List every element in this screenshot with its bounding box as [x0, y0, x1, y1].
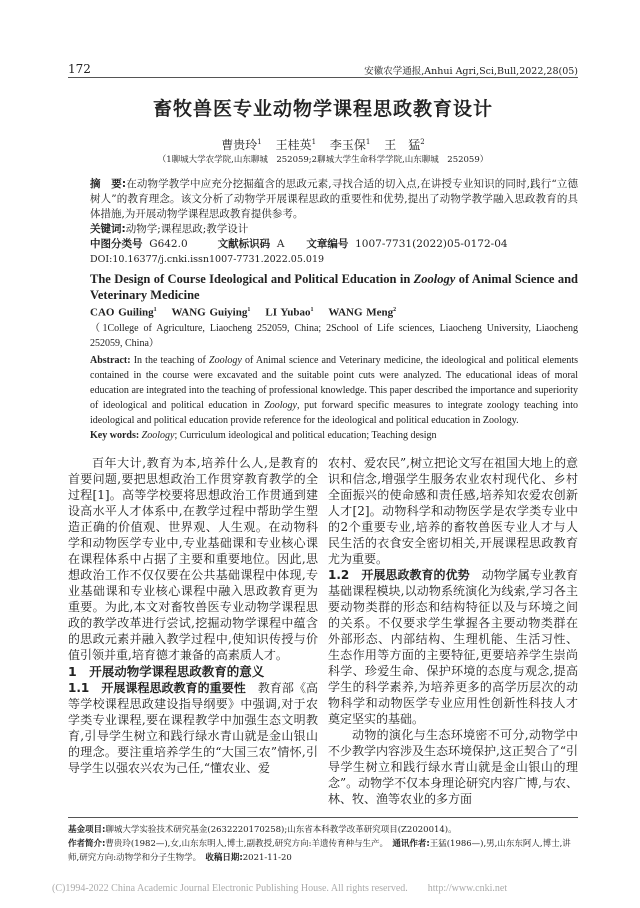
english-title: The Design of Course Ideological and Political Education in Zoology of Animal Science and Veterinary Medicine: [90, 272, 578, 302]
subsection-heading: 1.2 开展思政教育的优势: [328, 567, 470, 582]
keywords-cn: 关键词:动物学;课程思政;教学设计: [90, 223, 249, 235]
doi: DOI:10.16377/j.cnki.issn1007-7731.2022.05.019: [90, 254, 325, 265]
english-keywords: Key words: Zoology; Curriculum ideological and political education; Teaching design: [90, 429, 437, 441]
english-abstract: Abstract: In the teaching of Zoology of Animal science and Veterinary medicine, the ideological and political elements contained in the course were excavated and the suitable point cuts were analyzed. The educational ideas of moral education are integrated into the teaching of professional knowledge. This paper described the importance and superiority of ideological and political education in Zoology, put forward specific measures to integrate zoology teaching into ideological and political education provide reference for the ideological and political education in Zoology.: [90, 354, 578, 426]
english-block: [90, 271, 578, 443]
subsection-paragraph: 1.2 开展思政教育的优势 动物学属专业教育基础课程模块,以动物系统演化为线索,学习各主要动物类群的形态和结构特征以及与环境之间的关系。不仅要求学生掌握各主要动物类群在外部形态、内部结构、生理机能、生活习性、生态作用等方面的主要特征,更要培养学生崇尚科学、珍爱生命、保护环境的态度与观念,提高学生的科学素养,为培养更多的高学历层次的动物科学和动物医学专业应用性创新性科技人才奠定坚实的基础。: [328, 567, 578, 726]
classification-line: 中图分类号 G642.0 文献标识码 A 文章编号 1007-7731(2022)05-0172-04: [90, 238, 508, 250]
running-header: [68, 62, 578, 78]
copyright-notice: (C)1994-2022 China Academic Journal Electronic Publishing House. All rights reserved. http://www.cnki.net: [52, 882, 508, 894]
body-paragraph-continued: 农村、爱农民”,树立把论文写在祖国大地上的意识和信念,增强学生服务农业农村现代化、乡村全面振兴的使命感和责任感,培养知农爱农创新人才[2]。动物科学和动物医学是农学类专业中的2个重要专业,培养的畜牧兽医专业人才与人民生活的衣食安全密切相关,开展课程思政教育尤为重要。: [328, 455, 578, 566]
body-left-column: [68, 455, 318, 807]
subsection-paragraph: 1.1 开展课程思政教育的重要性 教育部《高等学校课程思政建设指导纲要》中强调,对于农学类专业课程,要在课程教学中加强生态文明教育,引导学生树立和践行绿水青山就是金山银山的理念。要注重培养学生的“大国三农”情怀,引导学生以强农兴农为己任,“懂农业、爱: [68, 680, 318, 775]
journal-citation: 安徽农学通报,Anhui Agri,Sci,Bull,2022,28(05): [364, 66, 578, 77]
author: 曹贵玲$^1$: [221, 138, 262, 152]
author-list: [68, 134, 578, 153]
body-paragraph: 百年大计,教育为本,培养什么人,是教育的首要问题,要把思想政治工作贯穿教育教学的全过程[1]。高等学校要将思想政治工作贯通到建设高水平人才体系中,在教学过程中帮助学生塑造正确的价值观、世界观、人生观。在动物科学和动物医学专业中,专业基础课和专业核心课在课程体系中占据了主要和重要地位。因此,思想政治工作不仅仅要在公共基础课程中体现,专业基础课和专业核心课程中融入思政教育更为重要。为此,本文对畜牧兽医专业动物学课程思政的教学改革进行尝试,挖掘动物学课程中蕴含的思政元素并融入教学过程中,使知识传授与价值引领并重,培育德才兼备的高素质人才。: [68, 455, 318, 662]
body-columns: [68, 455, 578, 807]
affiliation: （1聊城大学农学院,山东聊城 252059;2聊城大学生命科学学院,山东聊城 252059）: [157, 155, 489, 165]
body-paragraph: 动物的演化与生态环境密不可分,动物学中不少教学内容涉及生态环境保护,这正契合了“引导学生树立和践行绿水青山就是金山银山的理念”。动物学不仅本身理论研究内容广博,与农、林、牧、渔等农业的多方面: [328, 727, 578, 806]
page-number: 172: [68, 62, 91, 76]
body-right-column: [328, 455, 578, 807]
author: 王 猛$^2$: [384, 138, 425, 152]
author-note: 作者简介:曹贵玲(1982—),女,山东东明人,博士,副教授,研究方向:羊遗传育种与生产。 通讯作者:王猛(1986—),男,山东东阿人,博士,讲师,研究方向:动物学和分子生物学。 收稿日期:2021-11-20: [68, 838, 571, 863]
author: 王桂英$^1$: [275, 138, 317, 152]
paper-title: 畜牧兽医专业动物学课程思政教育设计: [152, 98, 493, 120]
section-heading: 1 开展动物学课程思政教育的意义: [68, 663, 265, 679]
english-affiliation: （1College of Agriculture, Liaocheng 252059, China; 2School of Life sciences, Liaocheng University, Liaocheng 252059, China）: [90, 322, 578, 349]
footnote: [68, 817, 578, 865]
fund-note: 基金项目:聊城大学实验技术研究基金(26322201702​58);山东省本科教学改革研究项目(Z2020014)。: [68, 824, 457, 835]
chinese-abstract-block: [90, 177, 578, 267]
subsection-heading: 1.1 开展课程思政教育的重要性: [68, 680, 246, 695]
english-authors: CAO Guiling$^1$ WANG Guiying$^1$ LI Yubao$^1$ WANG Meng$^2$: [90, 306, 397, 319]
abstract-cn: 摘 要:在动物学教学中应充分挖掘蕴含的思政元素,寻找合适的切入点,在讲授专业知识的同时,践行“立德树人”的教育理念。该文分析了动物学开展课程思政的重要性和优势,提出了动物学教学融入思政教育的具体措施,为开展动物学课程思政教育提供参考。: [90, 178, 578, 220]
author: 李玉保$^1$: [329, 138, 371, 152]
